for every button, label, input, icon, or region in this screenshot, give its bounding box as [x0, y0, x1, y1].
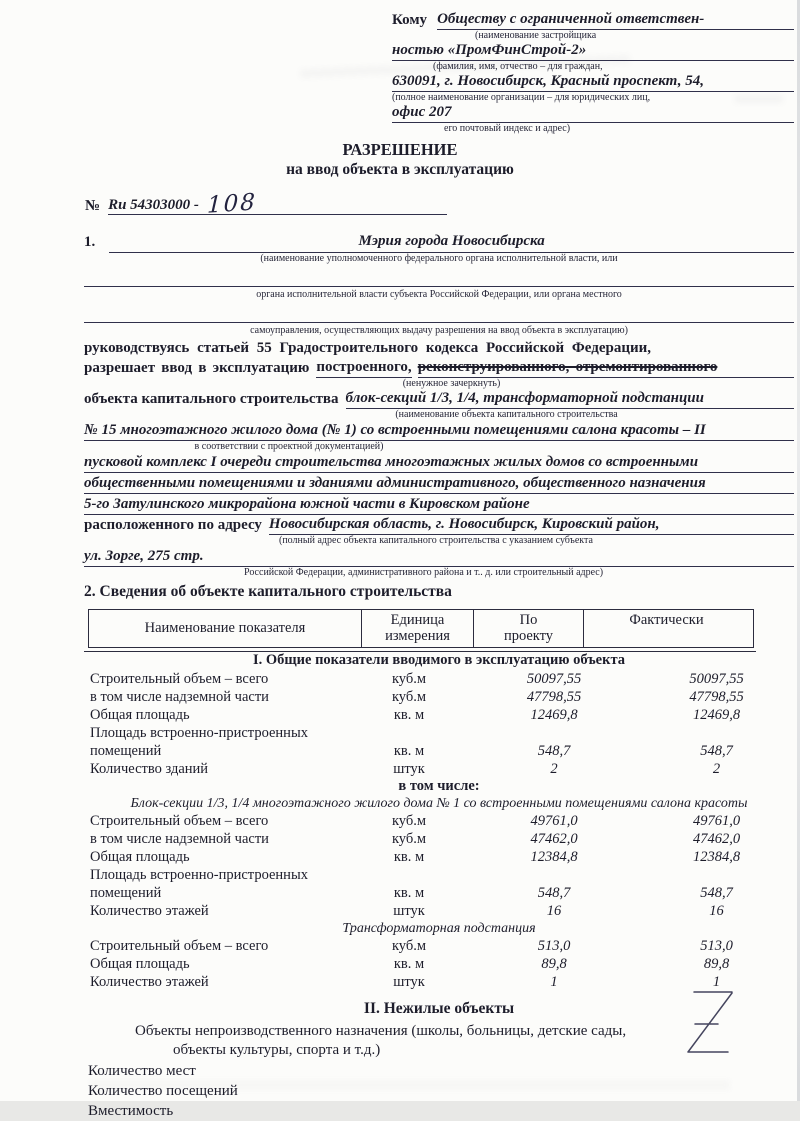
- addressee-line-2: [392, 41, 794, 61]
- table-row: помещений кв. м 548,7 548,7: [90, 743, 733, 759]
- table-section-caption: Трансформаторная подстанция: [342, 921, 536, 936]
- authority-hint-2: органа исполнительной власти субъекта Российской Федерации, или органа местного: [256, 289, 622, 300]
- col-header-actual: Фактически: [583, 610, 749, 647]
- nonresidential-desc-line-1: Объекты непроизводственного назначения (школы, больницы, детские сады,: [135, 1023, 627, 1039]
- table-section-caption: Блок-секции 1/3, 1/4 многоэтажного жилого дома № 1 со встроенными помещениями салона красоты: [130, 796, 748, 811]
- number-sign: №: [85, 198, 101, 214]
- table-row: Общая площадь кв. м 12384,8 12384,8: [90, 849, 741, 865]
- permit-line-4: № 15 многоэтажного жилого дома (№ 1) со встроенными помещениями салона красоты – II: [84, 420, 794, 441]
- table-row: помещений кв. м 548,7 548,7: [90, 885, 733, 901]
- section-ii-heading: II. Нежилые объекты: [363, 1000, 515, 1017]
- addressee-hint-1: (наименование застройщика: [475, 30, 597, 41]
- addressee-hint-3: (полное наименование организации – для юридических лиц,: [392, 92, 651, 103]
- permit-line-2: [84, 358, 794, 378]
- col-header-unit: Единица измерения: [361, 610, 473, 647]
- developer-name-part2: ностью «ПромФинСтрой-2»: [392, 40, 794, 61]
- nonresidential-desc-line-2: объекты культуры, спорта и т.д.): [173, 1042, 381, 1058]
- list-item: Вместимость: [88, 1103, 174, 1119]
- col-header-project: По проекту: [473, 610, 583, 647]
- col-header-name: Наименование показателя: [144, 620, 306, 636]
- permit-line-8: [84, 515, 794, 535]
- address-value: Новосибирская область, г. Новосибирск, Кировский район,: [269, 514, 794, 535]
- addressee-hint-4: его почтовый индекс и адрес): [444, 123, 571, 134]
- addressee-block: [392, 10, 794, 134]
- permit-line-2-label: разрешает ввод в эксплуатацию: [84, 360, 310, 376]
- z-strikeout-mark: [680, 986, 742, 1065]
- permit-line-9: ул. Зорге, 275 стр.: [84, 546, 794, 567]
- section-2-title: 2. Сведения об объекте капитального строительства: [84, 583, 452, 600]
- authority-hint-1: (наименование уполномоченного федерального органа исполнительной власти, или: [260, 253, 618, 264]
- permit-number: Ru 54303000 - 108: [108, 192, 447, 215]
- table-row: Общая площадь кв. м 89,8 89,8: [90, 956, 730, 972]
- authority-name: Мэрия города Новосибирска: [109, 231, 794, 253]
- capital-object-table-header: [88, 609, 754, 648]
- kept-option: построенного,: [316, 357, 411, 378]
- developer-name-part1: Обществу с ограниченной ответствен-: [437, 9, 794, 30]
- capital-object-table-body: [84, 652, 794, 991]
- permit-number-line: [85, 189, 447, 219]
- blank-underline: [84, 300, 794, 323]
- nonresidential-items: [84, 1061, 794, 1121]
- table-row: Площадь встроенно-пристроенных: [90, 725, 308, 741]
- document-subtitle: на ввод объекта в эксплуатацию: [286, 161, 514, 178]
- table-row: Общая площадь кв. м 12469,8 12469,8: [90, 707, 741, 723]
- permit-line-5: пусковой комплекс I очереди строительства многоэтажных жилых домов со встроенными: [84, 452, 794, 473]
- cross-out-hint: (ненужное зачеркнуть): [402, 378, 501, 389]
- table-row: в том числе надземной части куб.м 47798,55 47798,55: [90, 689, 744, 705]
- permit-line-1: руководствуясь статьей 55 Градостроительного кодекса Российской Федерации,: [84, 340, 652, 356]
- permit-line-7: 5-го Затулинского микрорайона южной части в Кировском районе: [84, 494, 794, 515]
- developer-address: 630091, г. Новосибирск, Красный проспект, 54,: [392, 71, 794, 92]
- document-title: РАЗРЕШЕНИЕ: [342, 140, 458, 159]
- table-row: Площадь встроенно-пристроенных: [90, 867, 308, 883]
- table-row: Строительный объем – всего куб.м 49761,0 49761,0: [90, 813, 741, 829]
- table-row: Количество зданий штук 2 2: [90, 761, 721, 777]
- addressee-line-1: [392, 10, 794, 30]
- object-hint: (наименование объекта капитального строительства: [395, 409, 618, 420]
- table-row: Строительный объем – всего куб.м 50097,55 50097,55: [90, 671, 744, 687]
- table-section-caption: в том числе:: [398, 778, 480, 794]
- struck-options: реконструированного, отремонтированного: [418, 357, 794, 378]
- address-hint-2: Российской Федерации, административного района и т.. д. или строительный адрес): [244, 567, 604, 578]
- permit-line-3: [84, 389, 794, 409]
- blank-underline: [84, 264, 794, 287]
- document-title-block: [0, 140, 800, 180]
- permit-line-6: общественными помещениями и зданиями административного, общественного назначения: [84, 473, 794, 494]
- address-label: расположенного по адресу: [84, 517, 262, 533]
- item-number: 1.: [84, 234, 96, 250]
- project-docs-hint: в соответствии с проектной документацией): [194, 441, 384, 452]
- address-hint-1: (полный адрес объекта капитального строительства с указанием субъекта: [279, 535, 593, 546]
- object-label: объекта капитального строительства: [84, 391, 339, 407]
- handwritten-number: 108: [206, 189, 258, 219]
- table-row: в том числе надземной части куб.м 47462,0 47462,0: [90, 831, 741, 847]
- authority-line: [84, 232, 794, 253]
- addressee-hint-2: (фамилия, имя, отчество – для граждан,: [433, 61, 603, 72]
- addressee-line-3: [392, 72, 794, 92]
- table-row: Строительный объем – всего куб.м 513,0 513,0: [90, 938, 733, 954]
- table-row: Количество этажей штук 1 1: [90, 974, 721, 990]
- to-label: Кому: [392, 12, 428, 28]
- list-item: Количество мест: [88, 1063, 196, 1079]
- list-item: Количество посещений: [88, 1083, 238, 1099]
- object-value: блок-секций 1/3, 1/4, трансформаторной подстанции: [346, 388, 794, 409]
- addressee-line-4: [392, 103, 794, 123]
- table-section-caption: I. Общие показатели вводимого в эксплуатацию объекта: [252, 652, 626, 668]
- developer-office: офис 207: [392, 102, 794, 123]
- authority-hint-3: самоуправления, осуществляющих выдачу разрешения на ввод объекта в эксплуатацию): [250, 325, 628, 336]
- table-row: Количество этажей штук 16 16: [90, 903, 724, 919]
